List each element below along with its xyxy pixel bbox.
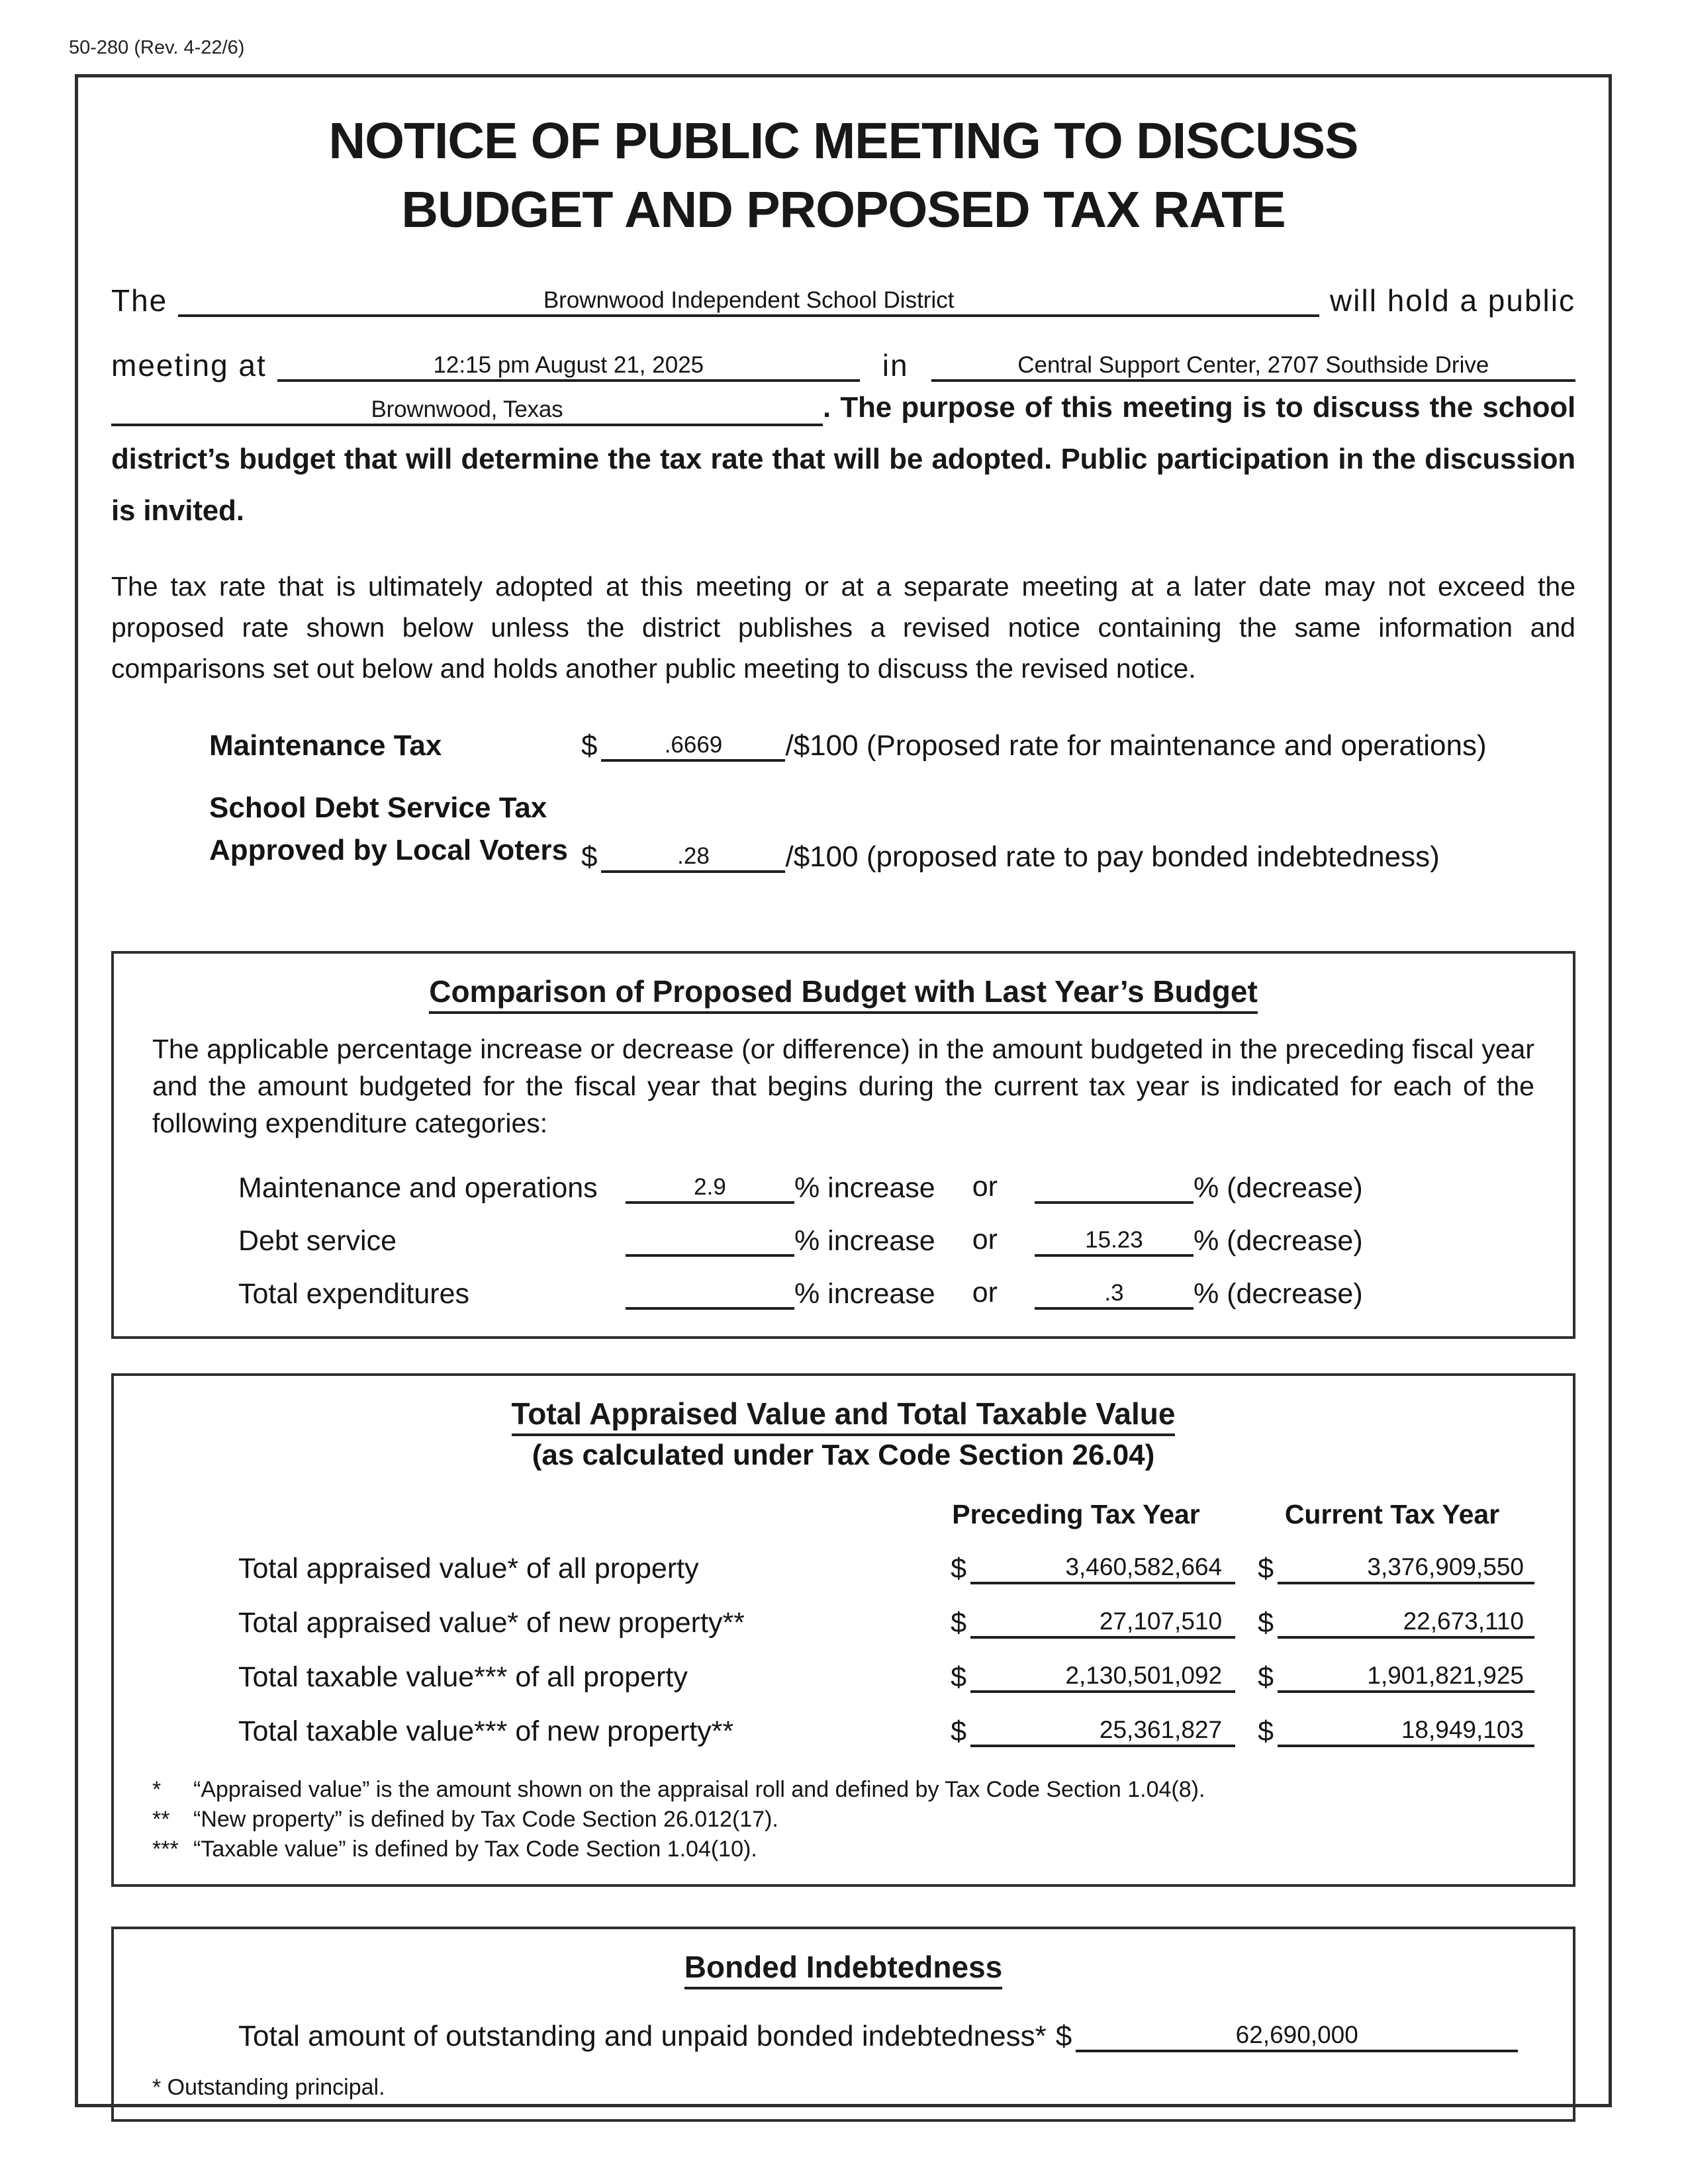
debt-rate-field bbox=[601, 833, 785, 873]
maintenance-tax-label: Maintenance Tax bbox=[209, 729, 442, 762]
decrease-field bbox=[1035, 1270, 1194, 1310]
current-value: 1,901,821,925 bbox=[1367, 1662, 1524, 1689]
footnote-text: “Appraised value” is the amount shown on the appraisal roll and defined by Tax Code Section 1.04(8). bbox=[193, 1777, 1205, 1802]
budget-comparison-box bbox=[111, 951, 1575, 1339]
preceding-tax-year-header: Preceding Tax Year bbox=[952, 1499, 1200, 1529]
or-label: or bbox=[972, 1224, 998, 1255]
opening-purpose-paragraph bbox=[111, 382, 1575, 537]
increase-label: % increase bbox=[794, 1278, 935, 1310]
decrease-field bbox=[1035, 1217, 1194, 1257]
preceding-value: 2,130,501,092 bbox=[1065, 1662, 1223, 1689]
page-title bbox=[111, 107, 1575, 244]
current-value-field bbox=[1278, 1599, 1534, 1639]
bonded-amount-field bbox=[1076, 2013, 1518, 2052]
or-label: or bbox=[972, 1277, 998, 1308]
increase-field bbox=[626, 1270, 794, 1310]
maintenance-tax-row bbox=[111, 719, 1575, 762]
dollar-sign: $ bbox=[581, 729, 598, 762]
or-label: or bbox=[972, 1171, 998, 1203]
dollar-sign: $ bbox=[951, 1553, 967, 1584]
increase-label: % increase bbox=[794, 1172, 935, 1204]
appraised-row-label: Total taxable value*** of new property** bbox=[238, 1715, 734, 1747]
appraised-row-label: Total taxable value*** of all property bbox=[238, 1661, 688, 1693]
meeting-datetime-value: 12:15 pm August 21, 2025 bbox=[433, 352, 704, 378]
opening-will-hold-label: will hold a public bbox=[1330, 283, 1575, 318]
comparison-row-debt-service bbox=[152, 1220, 1534, 1257]
meeting-location-field bbox=[931, 324, 1575, 382]
form-number: 50-280 (Rev. 4-22/6) bbox=[69, 37, 245, 58]
appraised-value-subtitle: (as calculated under Tax Code Section 26.04) bbox=[532, 1439, 1155, 1471]
preceding-value-field bbox=[970, 1653, 1235, 1693]
dollar-sign: $ bbox=[581, 841, 598, 873]
preceding-value: 25,361,827 bbox=[1099, 1716, 1223, 1743]
debt-service-tax-label-line2: Approved by Local Voters bbox=[209, 834, 568, 866]
dollar-sign: $ bbox=[1258, 1553, 1274, 1584]
current-value-field bbox=[1278, 1653, 1534, 1693]
maintenance-rate-suffix: /$100 (Proposed rate for maintenance and operations) bbox=[785, 729, 1487, 762]
increase-value: 2.9 bbox=[694, 1174, 726, 1200]
decrease-label: % (decrease) bbox=[1193, 1172, 1363, 1204]
appraised-value-title: Total Appraised Value and Total Taxable Value bbox=[152, 1394, 1534, 1433]
footnote-marker: ** bbox=[152, 1807, 170, 1832]
bonded-indebtedness-box bbox=[111, 1927, 1575, 2122]
current-value: 18,949,103 bbox=[1401, 1716, 1524, 1743]
current-value: 3,376,909,550 bbox=[1367, 1553, 1524, 1580]
debt-service-tax-row bbox=[111, 788, 1575, 873]
dollar-sign: $ bbox=[951, 1661, 967, 1693]
appraised-row-label: Total appraised value* of new property** bbox=[238, 1607, 745, 1639]
current-tax-year-header: Current Tax Year bbox=[1284, 1499, 1500, 1529]
appraised-column-headers bbox=[152, 1499, 1534, 1530]
increase-field bbox=[626, 1217, 794, 1257]
current-value-field bbox=[1278, 1707, 1534, 1747]
opening-line-datetime-location bbox=[111, 324, 1575, 382]
footnote-appraised-value bbox=[152, 1775, 1534, 1805]
meeting-location-value: Central Support Center, 2707 Southside Drive bbox=[1017, 352, 1489, 378]
opening-in-label: in bbox=[882, 348, 909, 383]
city-state-value: Brownwood, Texas bbox=[371, 396, 563, 422]
bonded-footnote: * Outstanding principal. bbox=[152, 2075, 385, 2100]
debt-service-tax-label bbox=[209, 787, 581, 873]
taxable-row-new-property bbox=[152, 1709, 1534, 1747]
comparison-row-label: Debt service bbox=[238, 1225, 397, 1257]
opening-line-district bbox=[111, 259, 1575, 317]
purpose-statement: . The purpose of this meeting is to discuss the school district’s budget that will determine the tax rate that will be adopted. Public participation in the discussion is invited. bbox=[111, 391, 1575, 527]
budget-comparison-description: The applicable percentage increase or decrease (or difference) in the amount budgeted in the preceding fiscal year and the amount budgeted for the fiscal year that begins during the current tax year is indicated for each of the following expenditure categories: bbox=[152, 1034, 1534, 1138]
debt-rate-value: .28 bbox=[677, 843, 710, 869]
dollar-sign: $ bbox=[1258, 1607, 1274, 1639]
current-value: 22,673,110 bbox=[1403, 1608, 1524, 1635]
header-gap bbox=[1223, 1499, 1250, 1530]
city-state-field bbox=[111, 393, 823, 426]
decrease-label: % (decrease) bbox=[1193, 1278, 1363, 1310]
current-value-field bbox=[1278, 1545, 1534, 1584]
page-title-line2: BUDGET AND PROPOSED TAX RATE bbox=[401, 181, 1286, 238]
debt-rate-suffix: /$100 (proposed rate to pay bonded indebtedness) bbox=[785, 841, 1440, 873]
appraised-row-new-property bbox=[152, 1600, 1534, 1639]
dollar-sign: $ bbox=[1055, 2020, 1072, 2052]
dollar-sign: $ bbox=[1258, 1715, 1274, 1747]
dollar-sign: $ bbox=[1258, 1661, 1274, 1693]
notice-sheet bbox=[75, 74, 1612, 2107]
opening-meeting-at-label: meeting at bbox=[111, 348, 267, 383]
increase-field bbox=[626, 1164, 794, 1204]
footnote-marker: *** bbox=[152, 1837, 179, 1862]
comparison-row-label: Maintenance and operations bbox=[238, 1172, 598, 1204]
appraised-row-all-property bbox=[152, 1546, 1534, 1584]
taxable-row-all-property bbox=[152, 1655, 1534, 1693]
district-name-value: Brownwood Independent School District bbox=[543, 287, 955, 313]
preceding-value: 3,460,582,664 bbox=[1065, 1553, 1223, 1580]
intro-paragraph: The tax rate that is ultimately adopted at this meeting or at a separate meeting at a later date may not exceed the proposed rate shown below unless the district publishes a revised notice containing the same information and comparisons set out below and holds another public meeting to discuss the revised notice. bbox=[111, 571, 1575, 684]
preceding-value-field bbox=[970, 1599, 1235, 1639]
maintenance-rate-value: .6669 bbox=[664, 732, 723, 758]
bonded-amount-value: 62,690,000 bbox=[1235, 2021, 1358, 2048]
decrease-value: .3 bbox=[1104, 1280, 1124, 1306]
district-name-field bbox=[178, 259, 1319, 317]
maintenance-rate-field bbox=[601, 722, 785, 762]
footnote-marker: * bbox=[152, 1777, 162, 1802]
preceding-value: 27,107,510 bbox=[1099, 1608, 1223, 1635]
comparison-row-maintenance bbox=[152, 1167, 1534, 1204]
meeting-datetime-field bbox=[277, 324, 860, 382]
preceding-value-field bbox=[970, 1545, 1235, 1584]
decrease-field bbox=[1035, 1164, 1194, 1204]
opening-the-label: The bbox=[111, 283, 168, 318]
appraised-value-box bbox=[111, 1373, 1575, 1887]
footnote-new-property bbox=[152, 1805, 1534, 1835]
bonded-indebtedness-label: Total amount of outstanding and unpaid bonded indebtedness* bbox=[238, 2020, 1047, 2052]
dollar-sign: $ bbox=[951, 1607, 967, 1639]
decrease-value: 15.23 bbox=[1085, 1227, 1143, 1253]
budget-comparison-title: Comparison of Proposed Budget with Last Year’s Budget bbox=[152, 972, 1534, 1011]
bonded-indebtedness-row bbox=[152, 2013, 1534, 2052]
footnote-text: “New property” is defined by Tax Code Section 26.012(17). bbox=[193, 1807, 778, 1832]
increase-label: % increase bbox=[794, 1225, 935, 1257]
footnote-text: “Taxable value” is defined by Tax Code Section 1.04(10). bbox=[193, 1837, 757, 1862]
preceding-value-field bbox=[970, 1707, 1235, 1747]
appraised-row-label: Total appraised value* of all property bbox=[238, 1553, 699, 1584]
page-title-line1: NOTICE OF PUBLIC MEETING TO DISCUSS bbox=[328, 113, 1358, 169]
bonded-indebtedness-title: Bonded Indebtedness bbox=[152, 1948, 1534, 1986]
footnote-taxable-value bbox=[152, 1835, 1534, 1864]
dollar-sign: $ bbox=[951, 1715, 967, 1747]
decrease-label: % (decrease) bbox=[1193, 1225, 1363, 1257]
header-spacer bbox=[238, 1499, 929, 1530]
comparison-row-total-expenditures bbox=[152, 1273, 1534, 1310]
debt-service-tax-label-line1: School Debt Service Tax bbox=[209, 792, 547, 824]
comparison-row-label: Total expenditures bbox=[238, 1278, 469, 1310]
